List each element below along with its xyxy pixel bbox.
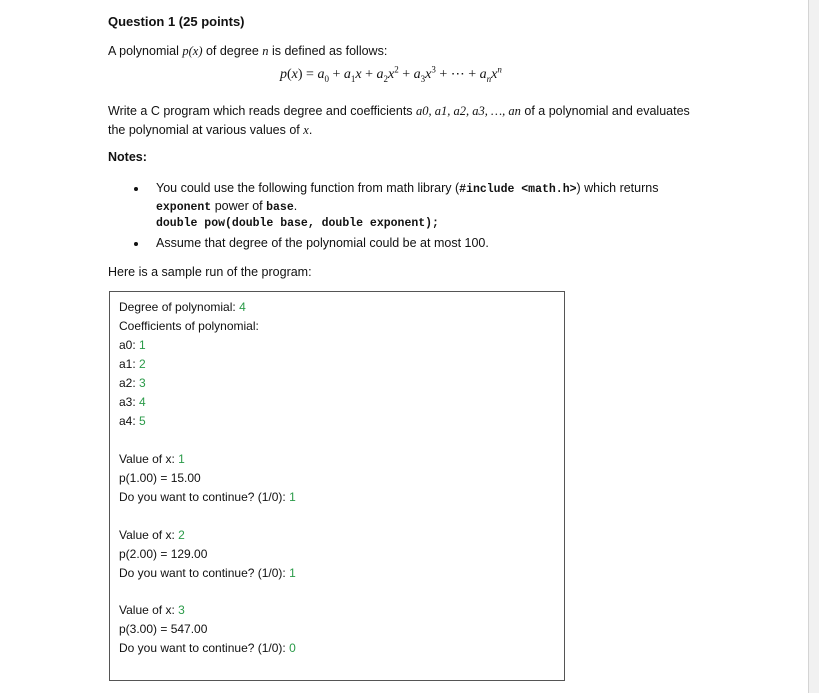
sample-line: Value of x: 2 — [119, 528, 185, 542]
sample-line: Do you want to continue? (1/0): 1 — [119, 566, 296, 580]
sample-line: a3: 4 — [119, 395, 146, 409]
sample-intro: Here is a sample run of the program: — [108, 265, 312, 279]
bullet-dot-icon — [134, 242, 138, 246]
sample-line: Do you want to continue? (1/0): 0 — [119, 641, 296, 655]
sample-line: p(3.00) = 547.00 — [119, 622, 208, 636]
note-2: Assume that degree of the polynomial could be at most 100. — [156, 236, 489, 250]
sample-line: Do you want to continue? (1/0): 1 — [119, 490, 296, 504]
note-1-line-2: exponent power of base. — [156, 199, 298, 214]
sample-run-box — [109, 291, 565, 681]
intro-text: A polynomial p(x) of degree n is defined as follows: — [108, 44, 388, 58]
polynomial-formula: $p(x) = a_0 + a_1x + a_2x^2 + a_3x^3$ + ⋯ + $a_nx^n$ — [280, 64, 502, 84]
sample-line: a1: 2 — [119, 357, 146, 371]
sample-line: Coefficients of polynomial: — [119, 319, 259, 333]
coefficients-list: a0, a1, a2, a3, …, an — [416, 104, 521, 118]
sample-line: a0: 1 — [119, 338, 146, 352]
task-line-1: Write a C program which reads degree and coefficients a0, a1, a2, a3, …, an of a polynomial and evaluates — [108, 104, 690, 118]
bullet-dot-icon — [134, 187, 138, 191]
sample-line: Value of x: 3 — [119, 603, 185, 617]
note-1-line-1: You could use the following function from math library (#include <math.h>) which returns — [156, 181, 659, 196]
pow-signature: double pow(double base, double exponent); — [156, 217, 439, 230]
sample-line: p(1.00) = 15.00 — [119, 471, 201, 485]
sample-line: Degree of polynomial: 4 — [119, 300, 246, 314]
notes-heading: Notes: — [108, 150, 147, 164]
sample-line: a4: 5 — [119, 414, 146, 428]
sample-line: a2: 3 — [119, 376, 146, 390]
sample-line: Value of x: 1 — [119, 452, 185, 466]
sample-line: p(2.00) = 129.00 — [119, 547, 208, 561]
question-title: Question 1 (25 points) — [108, 14, 245, 29]
task-line-2: the polynomial at various values of x. — [108, 123, 313, 137]
